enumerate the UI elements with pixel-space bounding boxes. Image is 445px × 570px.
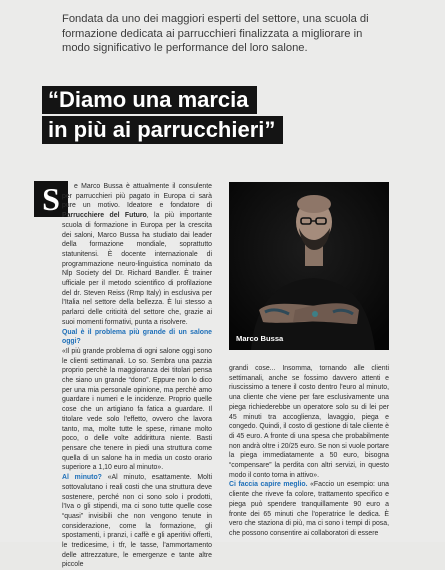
question-3: Ci faccia capire meglio. bbox=[229, 481, 308, 489]
answer-1: «Il più grande problema di ogni salone oggi sono le clienti settimanali. Lo so. Sembra una pazzia proprio perchè la maggioranza dei titolari pensa che siano un grande “dono”. Eppure non lo dico per una mia personale opinione, ma perchè amo guardare i numeri e le incidenze. Proprio quelle cose che un artigiano fa fatica a guardare. Il titolare vede solo l'effetto, ovvero che lavora tanto, ma, molte tutte le spese, rimane molto poco, o delle volte addirittura niente. Basti pensare che tenere in piedi una struttura come quella di un salone ha in media un costo orario superiore a 1,10 euro al minuto». bbox=[62, 347, 212, 472]
portrait-photo bbox=[229, 182, 389, 350]
answer-2: «Al minuto, esattamente. Molti sottovalutano i reali costi che una struttura deve sostenere, perché non ci sono solo i prodotti, l'Iva o gli stipendi, ma ci sono tutte quelle cose “quasi” invisibili che non vengono tenute in considerazione, come la formazione, gli spostamenti, i pranzi, i caffè e gli aperitivi offerti, le tredicesime, i tfr, le tasse, l'ammortamento delle attrezzature, le emergenze e tante altre piccole bbox=[62, 474, 212, 569]
answer-3: «Faccio un esempio: una cliente che riveve fa colore, trattamento specifico e piega può spendere tranquillamente 90 euro a fronte dei 65 minuti che l'operatrice le dedica. È vero che staziona di più, ma ci sono i tempi di posa, che possono consentire ai collaboratori di essere bbox=[229, 481, 389, 537]
headline bbox=[42, 86, 283, 146]
headline-line-2: in più ai parrucchieri” bbox=[42, 116, 283, 144]
photo-caption: Marco Bussa bbox=[236, 334, 284, 343]
lead-paragraph: Fondata da uno dei maggiori esperti del settore, una scuola di formazione dedicata ai parrucchieri finalizzata a migliorare in modo significativo le performance del loro salone. bbox=[62, 13, 369, 54]
right-paragraph-1: grandi cose... Insomma, tornando alle clienti settimanali, anche se fossimo davvero attenti e riuscissimo a tenere il costo dentro l'euro al minuto, una cliente che viene per fare esclusivamente una piega richiederebbe un operatore solo su di lei per 45 minuti tra accoglienza, lavaggio, piega e congedo. Quindi, il costo di gestione di tale cliente è di 45 euro. A fronte di una spesa che probabilmente non andrà oltre i 20/25 euro. Se non si vuole portare la piega immediatamente a 50 euro, bisogna “compensare” la perdita con altri servizi, in questo modo il conto torna in attivo». bbox=[229, 365, 389, 479]
intro-paragraph bbox=[62, 182, 212, 328]
question-1: Qual è il problema più grande di un salone oggi? bbox=[62, 328, 212, 346]
question-2: Al minuto? bbox=[62, 474, 102, 482]
article-column-left bbox=[62, 182, 212, 570]
article-column-right bbox=[229, 364, 389, 539]
portrait-illustration bbox=[229, 182, 389, 350]
qa-3 bbox=[229, 480, 389, 538]
headline-line-1: “Diamo una marcia bbox=[42, 86, 257, 114]
brand-name: Parrucchiere del Futuro bbox=[62, 212, 147, 220]
drop-cap: S bbox=[34, 181, 68, 217]
intro-text-a: e Marco Bussa è attualmente il consulente per parrucchieri più pagato in Europa ci sarà pure un motivo. Ideatore e fondatore di bbox=[62, 183, 212, 210]
intro-text-b: , la più importante scuola di formazione in Europa per la crescita dei saloni, Marco Bussa ha studiato dai leader della formazione mondiale, soprattutto statunitensi. È docente internazionale di programmazione neuro-linguistica nominato da Nlp Society del Dr. Richard Bandler. È trainer ufficiale per il metodo scientifico di profilazione del dr. Steven Reiss (Rmp Italy) in esclusiva per l'Italia nel settore della bellezza. È lui stesso a parlarci delle criticità del settore che, grazie ai suoi momenti formativi, punta a risolvere. bbox=[62, 212, 212, 326]
qa-2 bbox=[62, 473, 212, 570]
